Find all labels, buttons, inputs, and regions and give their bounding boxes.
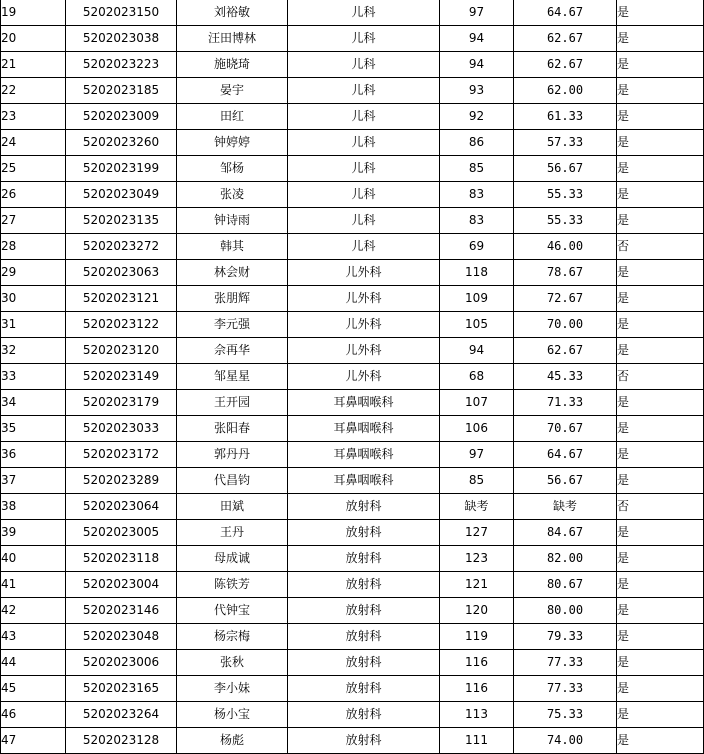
table-row <box>1 364 704 390</box>
candidate-id-cell: 5202023064 <box>66 494 177 520</box>
qualified-cell: 是 <box>617 390 704 416</box>
table-row <box>1 260 704 286</box>
seq-cell: 36 <box>1 442 66 468</box>
candidate-name-cell: 钟诗雨 <box>177 208 288 234</box>
seq-cell: 19 <box>1 0 66 26</box>
seq-cell: 20 <box>1 26 66 52</box>
seq-cell: 29 <box>1 260 66 286</box>
table-row <box>1 442 704 468</box>
candidate-id-cell: 5202023033 <box>66 416 177 442</box>
candidate-id-cell: 5202023118 <box>66 546 177 572</box>
qualified-cell: 是 <box>617 702 704 728</box>
qualified-cell: 是 <box>617 624 704 650</box>
department-cell: 儿科 <box>288 130 440 156</box>
department-cell: 耳鼻咽喉科 <box>288 468 440 494</box>
candidate-id-cell: 5202023264 <box>66 702 177 728</box>
candidate-name-cell: 施晓琦 <box>177 52 288 78</box>
seq-cell: 32 <box>1 338 66 364</box>
seq-cell: 40 <box>1 546 66 572</box>
converted-score-cell: 78.67 <box>514 260 617 286</box>
seq-cell: 24 <box>1 130 66 156</box>
seq-cell: 31 <box>1 312 66 338</box>
table-row <box>1 286 704 312</box>
qualified-cell: 是 <box>617 338 704 364</box>
converted-score-cell: 82.00 <box>514 546 617 572</box>
candidate-id-cell: 5202023149 <box>66 364 177 390</box>
table-row <box>1 728 704 754</box>
raw-score-cell: 94 <box>440 26 514 52</box>
table-row <box>1 624 704 650</box>
raw-score-cell: 106 <box>440 416 514 442</box>
seq-cell: 47 <box>1 728 66 754</box>
candidate-id-cell: 5202023048 <box>66 624 177 650</box>
candidate-name-cell: 母成诚 <box>177 546 288 572</box>
raw-score-cell: 109 <box>440 286 514 312</box>
seq-cell: 43 <box>1 624 66 650</box>
converted-score-cell: 75.33 <box>514 702 617 728</box>
qualified-cell: 是 <box>617 546 704 572</box>
department-cell: 放射科 <box>288 728 440 754</box>
converted-score-cell: 62.67 <box>514 52 617 78</box>
table-row <box>1 520 704 546</box>
table-row <box>1 390 704 416</box>
converted-score-cell: 79.33 <box>514 624 617 650</box>
qualified-cell: 是 <box>617 572 704 598</box>
department-cell: 放射科 <box>288 494 440 520</box>
raw-score-cell: 118 <box>440 260 514 286</box>
converted-score-cell: 62.67 <box>514 338 617 364</box>
qualified-cell: 否 <box>617 364 704 390</box>
department-cell: 放射科 <box>288 598 440 624</box>
table-row <box>1 182 704 208</box>
converted-score-cell: 61.33 <box>514 104 617 130</box>
raw-score-cell: 83 <box>440 182 514 208</box>
department-cell: 儿科 <box>288 78 440 104</box>
qualified-cell: 是 <box>617 260 704 286</box>
converted-score-cell: 57.33 <box>514 130 617 156</box>
department-cell: 儿外科 <box>288 286 440 312</box>
qualified-cell: 是 <box>617 286 704 312</box>
candidate-name-cell: 李元强 <box>177 312 288 338</box>
candidate-name-cell: 代钟宝 <box>177 598 288 624</box>
converted-score-cell: 62.00 <box>514 78 617 104</box>
converted-score-cell: 56.67 <box>514 156 617 182</box>
raw-score-cell: 97 <box>440 442 514 468</box>
candidate-id-cell: 5202023004 <box>66 572 177 598</box>
seq-cell: 21 <box>1 52 66 78</box>
table-row <box>1 130 704 156</box>
department-cell: 耳鼻咽喉科 <box>288 442 440 468</box>
raw-score-cell: 119 <box>440 624 514 650</box>
converted-score-cell: 74.00 <box>514 728 617 754</box>
table-row <box>1 26 704 52</box>
seq-cell: 30 <box>1 286 66 312</box>
raw-score-cell: 120 <box>440 598 514 624</box>
candidate-name-cell: 韩其 <box>177 234 288 260</box>
raw-score-cell: 127 <box>440 520 514 546</box>
table-row <box>1 0 704 26</box>
candidate-name-cell: 张凌 <box>177 182 288 208</box>
candidate-id-cell: 5202023223 <box>66 52 177 78</box>
candidate-name-cell: 杨宗梅 <box>177 624 288 650</box>
qualified-cell: 是 <box>617 312 704 338</box>
table-row <box>1 416 704 442</box>
department-cell: 耳鼻咽喉科 <box>288 416 440 442</box>
raw-score-cell: 94 <box>440 338 514 364</box>
candidate-id-cell: 5202023049 <box>66 182 177 208</box>
candidate-name-cell: 杨小宝 <box>177 702 288 728</box>
converted-score-cell: 84.67 <box>514 520 617 546</box>
candidate-name-cell: 晏宇 <box>177 78 288 104</box>
converted-score-cell: 72.67 <box>514 286 617 312</box>
candidate-name-cell: 汪田博林 <box>177 26 288 52</box>
qualified-cell: 是 <box>617 182 704 208</box>
table-row <box>1 702 704 728</box>
table-row <box>1 598 704 624</box>
raw-score-cell: 94 <box>440 52 514 78</box>
table-row <box>1 208 704 234</box>
seq-cell: 44 <box>1 650 66 676</box>
table-row <box>1 78 704 104</box>
raw-score-cell: 83 <box>440 208 514 234</box>
raw-score-cell: 93 <box>440 78 514 104</box>
raw-score-cell: 123 <box>440 546 514 572</box>
seq-cell: 22 <box>1 78 66 104</box>
converted-score-cell: 77.33 <box>514 650 617 676</box>
candidate-name-cell: 张秋 <box>177 650 288 676</box>
qualified-cell: 是 <box>617 520 704 546</box>
candidate-name-cell: 王开园 <box>177 390 288 416</box>
candidate-name-cell: 王丹 <box>177 520 288 546</box>
qualified-cell: 是 <box>617 676 704 702</box>
qualified-cell: 是 <box>617 78 704 104</box>
department-cell: 儿科 <box>288 156 440 182</box>
candidate-id-cell: 5202023179 <box>66 390 177 416</box>
raw-score-cell: 116 <box>440 650 514 676</box>
qualified-cell: 否 <box>617 494 704 520</box>
qualified-cell: 是 <box>617 728 704 754</box>
department-cell: 放射科 <box>288 572 440 598</box>
department-cell: 儿外科 <box>288 338 440 364</box>
converted-score-cell: 62.67 <box>514 26 617 52</box>
raw-score-cell: 116 <box>440 676 514 702</box>
department-cell: 放射科 <box>288 546 440 572</box>
table-row <box>1 234 704 260</box>
candidate-id-cell: 5202023289 <box>66 468 177 494</box>
qualified-cell: 是 <box>617 416 704 442</box>
candidate-name-cell: 代昌钧 <box>177 468 288 494</box>
table-row <box>1 546 704 572</box>
converted-score-cell: 64.67 <box>514 442 617 468</box>
department-cell: 儿科 <box>288 52 440 78</box>
raw-score-cell: 107 <box>440 390 514 416</box>
department-cell: 儿科 <box>288 0 440 26</box>
department-cell: 放射科 <box>288 520 440 546</box>
converted-score-cell: 71.33 <box>514 390 617 416</box>
converted-score-cell: 70.00 <box>514 312 617 338</box>
candidate-id-cell: 5202023038 <box>66 26 177 52</box>
department-cell: 儿科 <box>288 26 440 52</box>
seq-cell: 41 <box>1 572 66 598</box>
candidate-name-cell: 杨彪 <box>177 728 288 754</box>
candidate-name-cell: 林会财 <box>177 260 288 286</box>
candidate-name-cell: 张朋辉 <box>177 286 288 312</box>
table-row <box>1 650 704 676</box>
department-cell: 儿科 <box>288 104 440 130</box>
candidate-id-cell: 5202023122 <box>66 312 177 338</box>
seq-cell: 34 <box>1 390 66 416</box>
candidate-id-cell: 5202023165 <box>66 676 177 702</box>
candidate-id-cell: 5202023128 <box>66 728 177 754</box>
qualified-cell: 是 <box>617 650 704 676</box>
converted-score-cell: 80.67 <box>514 572 617 598</box>
candidate-id-cell: 5202023199 <box>66 156 177 182</box>
converted-score-cell: 46.00 <box>514 234 617 260</box>
candidate-name-cell: 李小妹 <box>177 676 288 702</box>
candidate-id-cell: 5202023272 <box>66 234 177 260</box>
seq-cell: 37 <box>1 468 66 494</box>
converted-score-cell: 55.33 <box>514 208 617 234</box>
table-row <box>1 156 704 182</box>
candidate-id-cell: 5202023120 <box>66 338 177 364</box>
qualified-cell: 是 <box>617 156 704 182</box>
seq-cell: 26 <box>1 182 66 208</box>
candidate-name-cell: 刘裕敏 <box>177 0 288 26</box>
candidate-name-cell: 郭丹丹 <box>177 442 288 468</box>
department-cell: 放射科 <box>288 676 440 702</box>
department-cell: 儿外科 <box>288 364 440 390</box>
raw-score-cell: 92 <box>440 104 514 130</box>
candidate-name-cell: 邹星星 <box>177 364 288 390</box>
table-row <box>1 494 704 520</box>
candidate-name-cell: 邹杨 <box>177 156 288 182</box>
table-row <box>1 104 704 130</box>
seq-cell: 25 <box>1 156 66 182</box>
raw-score-cell: 121 <box>440 572 514 598</box>
qualified-cell: 是 <box>617 208 704 234</box>
table-row <box>1 338 704 364</box>
candidate-name-cell: 钟婷婷 <box>177 130 288 156</box>
raw-score-cell: 105 <box>440 312 514 338</box>
raw-score-cell: 97 <box>440 0 514 26</box>
table-body <box>1 0 704 754</box>
candidate-name-cell: 张阳春 <box>177 416 288 442</box>
department-cell: 儿科 <box>288 182 440 208</box>
department-cell: 儿科 <box>288 234 440 260</box>
qualified-cell: 是 <box>617 442 704 468</box>
table-row <box>1 572 704 598</box>
table-row <box>1 312 704 338</box>
candidate-id-cell: 5202023009 <box>66 104 177 130</box>
department-cell: 儿外科 <box>288 312 440 338</box>
candidate-id-cell: 5202023150 <box>66 0 177 26</box>
candidate-id-cell: 5202023005 <box>66 520 177 546</box>
converted-score-cell: 64.67 <box>514 0 617 26</box>
candidate-name-cell: 陈铁芳 <box>177 572 288 598</box>
department-cell: 儿外科 <box>288 260 440 286</box>
seq-cell: 35 <box>1 416 66 442</box>
converted-score-cell: 56.67 <box>514 468 617 494</box>
department-cell: 放射科 <box>288 624 440 650</box>
table-row <box>1 52 704 78</box>
qualified-cell: 是 <box>617 0 704 26</box>
candidate-id-cell: 5202023121 <box>66 286 177 312</box>
raw-score-cell: 86 <box>440 130 514 156</box>
candidate-name-cell: 田红 <box>177 104 288 130</box>
raw-score-cell: 113 <box>440 702 514 728</box>
seq-cell: 28 <box>1 234 66 260</box>
qualified-cell: 是 <box>617 468 704 494</box>
seq-cell: 33 <box>1 364 66 390</box>
candidate-id-cell: 5202023135 <box>66 208 177 234</box>
department-cell: 耳鼻咽喉科 <box>288 390 440 416</box>
candidate-id-cell: 5202023146 <box>66 598 177 624</box>
candidate-id-cell: 5202023063 <box>66 260 177 286</box>
seq-cell: 39 <box>1 520 66 546</box>
department-cell: 儿科 <box>288 208 440 234</box>
table-row <box>1 468 704 494</box>
table-row <box>1 676 704 702</box>
candidate-id-cell: 5202023006 <box>66 650 177 676</box>
qualified-cell: 否 <box>617 234 704 260</box>
candidate-name-cell: 田斌 <box>177 494 288 520</box>
candidate-id-cell: 5202023172 <box>66 442 177 468</box>
raw-score-cell: 85 <box>440 468 514 494</box>
seq-cell: 46 <box>1 702 66 728</box>
candidate-id-cell: 5202023185 <box>66 78 177 104</box>
qualified-cell: 是 <box>617 104 704 130</box>
seq-cell: 38 <box>1 494 66 520</box>
raw-score-cell: 缺考 <box>440 494 514 520</box>
candidate-id-cell: 5202023260 <box>66 130 177 156</box>
seq-cell: 42 <box>1 598 66 624</box>
converted-score-cell: 70.67 <box>514 416 617 442</box>
converted-score-cell: 缺考 <box>514 494 617 520</box>
department-cell: 放射科 <box>288 702 440 728</box>
seq-cell: 27 <box>1 208 66 234</box>
converted-score-cell: 45.33 <box>514 364 617 390</box>
converted-score-cell: 80.00 <box>514 598 617 624</box>
department-cell: 放射科 <box>288 650 440 676</box>
seq-cell: 23 <box>1 104 66 130</box>
seq-cell: 45 <box>1 676 66 702</box>
raw-score-cell: 111 <box>440 728 514 754</box>
qualified-cell: 是 <box>617 130 704 156</box>
qualified-cell: 是 <box>617 52 704 78</box>
converted-score-cell: 77.33 <box>514 676 617 702</box>
candidate-name-cell: 佘再华 <box>177 338 288 364</box>
raw-score-cell: 69 <box>440 234 514 260</box>
raw-score-cell: 68 <box>440 364 514 390</box>
qualified-cell: 是 <box>617 598 704 624</box>
qualified-cell: 是 <box>617 26 704 52</box>
converted-score-cell: 55.33 <box>514 182 617 208</box>
raw-score-cell: 85 <box>440 156 514 182</box>
